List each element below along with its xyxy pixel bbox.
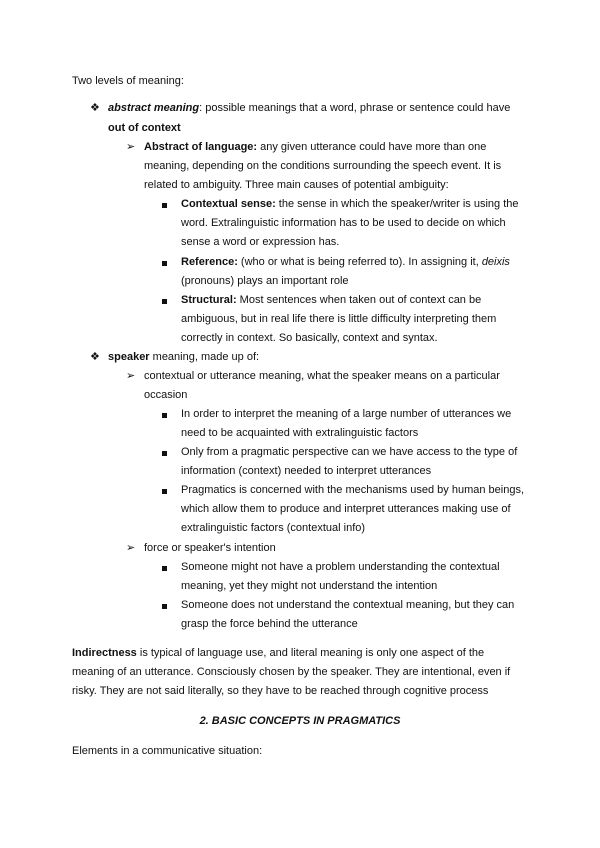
- list-item: Only from a pragmatic perspective can we have access to the type of: [181, 446, 518, 458]
- intro-text: Two levels of meaning:: [72, 75, 184, 87]
- square-bullet-icon: [162, 604, 167, 609]
- abstract-language-line: related to ambiguity. Three main causes of potential ambiguity:: [144, 179, 449, 191]
- speaker-meaning-line: speaker meaning, made up of:: [108, 351, 260, 363]
- diamond-bullet-icon: ❖: [90, 351, 100, 363]
- abstract-meaning-line: abstract meaning: possible meanings that a word, phrase or sentence could have: [108, 102, 511, 114]
- list-item: which allow them to produce and interpret utterances making use of: [181, 503, 511, 515]
- square-bullet-icon: [162, 299, 167, 304]
- structural-line: Structural: Most sentences when taken out of context can be: [181, 294, 482, 306]
- utterance-meaning-line: occasion: [144, 389, 188, 401]
- contextual-sense-line: Contextual sense: the sense in which the speaker/writer is using the: [181, 198, 519, 210]
- arrow-bullet-icon: ➢: [126, 141, 136, 153]
- indirectness-paragraph: risky. They are not said literally, so they have to be reached through cognitive process: [72, 685, 489, 697]
- list-item: extralinguistic factors (contextual info): [181, 522, 366, 534]
- contextual-sense-line: word. Extralinguistic information has to be used to decide on which: [181, 217, 506, 229]
- arrow-bullet-icon: ➢: [126, 542, 136, 554]
- section-heading: 2. BASIC CONCEPTS IN PRAGMATICS: [199, 715, 401, 727]
- force-line: force or speaker's intention: [144, 542, 276, 554]
- square-bullet-icon: [162, 413, 167, 418]
- square-bullet-icon: [162, 489, 167, 494]
- square-bullet-icon: [162, 203, 167, 208]
- list-item: information (context) needed to interpret utterances: [181, 465, 432, 477]
- contextual-sense-line: sense a word or expression has.: [181, 236, 340, 248]
- square-bullet-icon: [162, 451, 167, 456]
- square-bullet-icon: [162, 566, 167, 571]
- list-item: grasp the force behind the utterance: [181, 618, 358, 630]
- abstract-meaning-label: abstract meaning: [108, 102, 200, 114]
- indirectness-paragraph: meaning of an utterance. Consciously chosen by the speaker. They are intentional, even if: [72, 666, 511, 678]
- reference-line: Reference: (who or what is being referred to). In assigning it, deixis: [181, 256, 510, 268]
- utterance-meaning-line: contextual or utterance meaning, what the speaker means on a particular: [144, 370, 500, 382]
- abstract-meaning-cont: out of context: [108, 122, 181, 134]
- elements-text: Elements in a communicative situation:: [72, 745, 263, 757]
- list-item: In order to interpret the meaning of a large number of utterances we: [181, 408, 512, 420]
- indirectness-paragraph: Indirectness is typical of language use, and literal meaning is only one aspect of the: [72, 647, 485, 659]
- list-item: Pragmatics is concerned with the mechanisms used by human beings,: [181, 484, 525, 496]
- list-item: Someone might not have a problem understanding the contextual: [181, 561, 500, 573]
- abstract-language-line: meaning, depending on the conditions surrounding the speech event. It is: [144, 160, 502, 172]
- structural-line: correctly in context. So basically, context and syntax.: [181, 332, 438, 344]
- reference-line: (pronouns) plays an important role: [181, 275, 349, 287]
- abstract-language-line: Abstract of language: any given utterance could have more than one: [144, 141, 487, 153]
- list-item: meaning, yet they might not understand the intention: [181, 580, 438, 592]
- square-bullet-icon: [162, 261, 167, 266]
- list-item: need to be acquainted with extralinguistic factors: [181, 427, 419, 439]
- diamond-bullet-icon: ❖: [90, 102, 100, 114]
- list-item: Someone does not understand the contextual meaning, but they can: [181, 599, 515, 611]
- arrow-bullet-icon: ➢: [126, 370, 136, 382]
- structural-line: ambiguous, but in real life there is little difficulty interpreting them: [181, 313, 497, 325]
